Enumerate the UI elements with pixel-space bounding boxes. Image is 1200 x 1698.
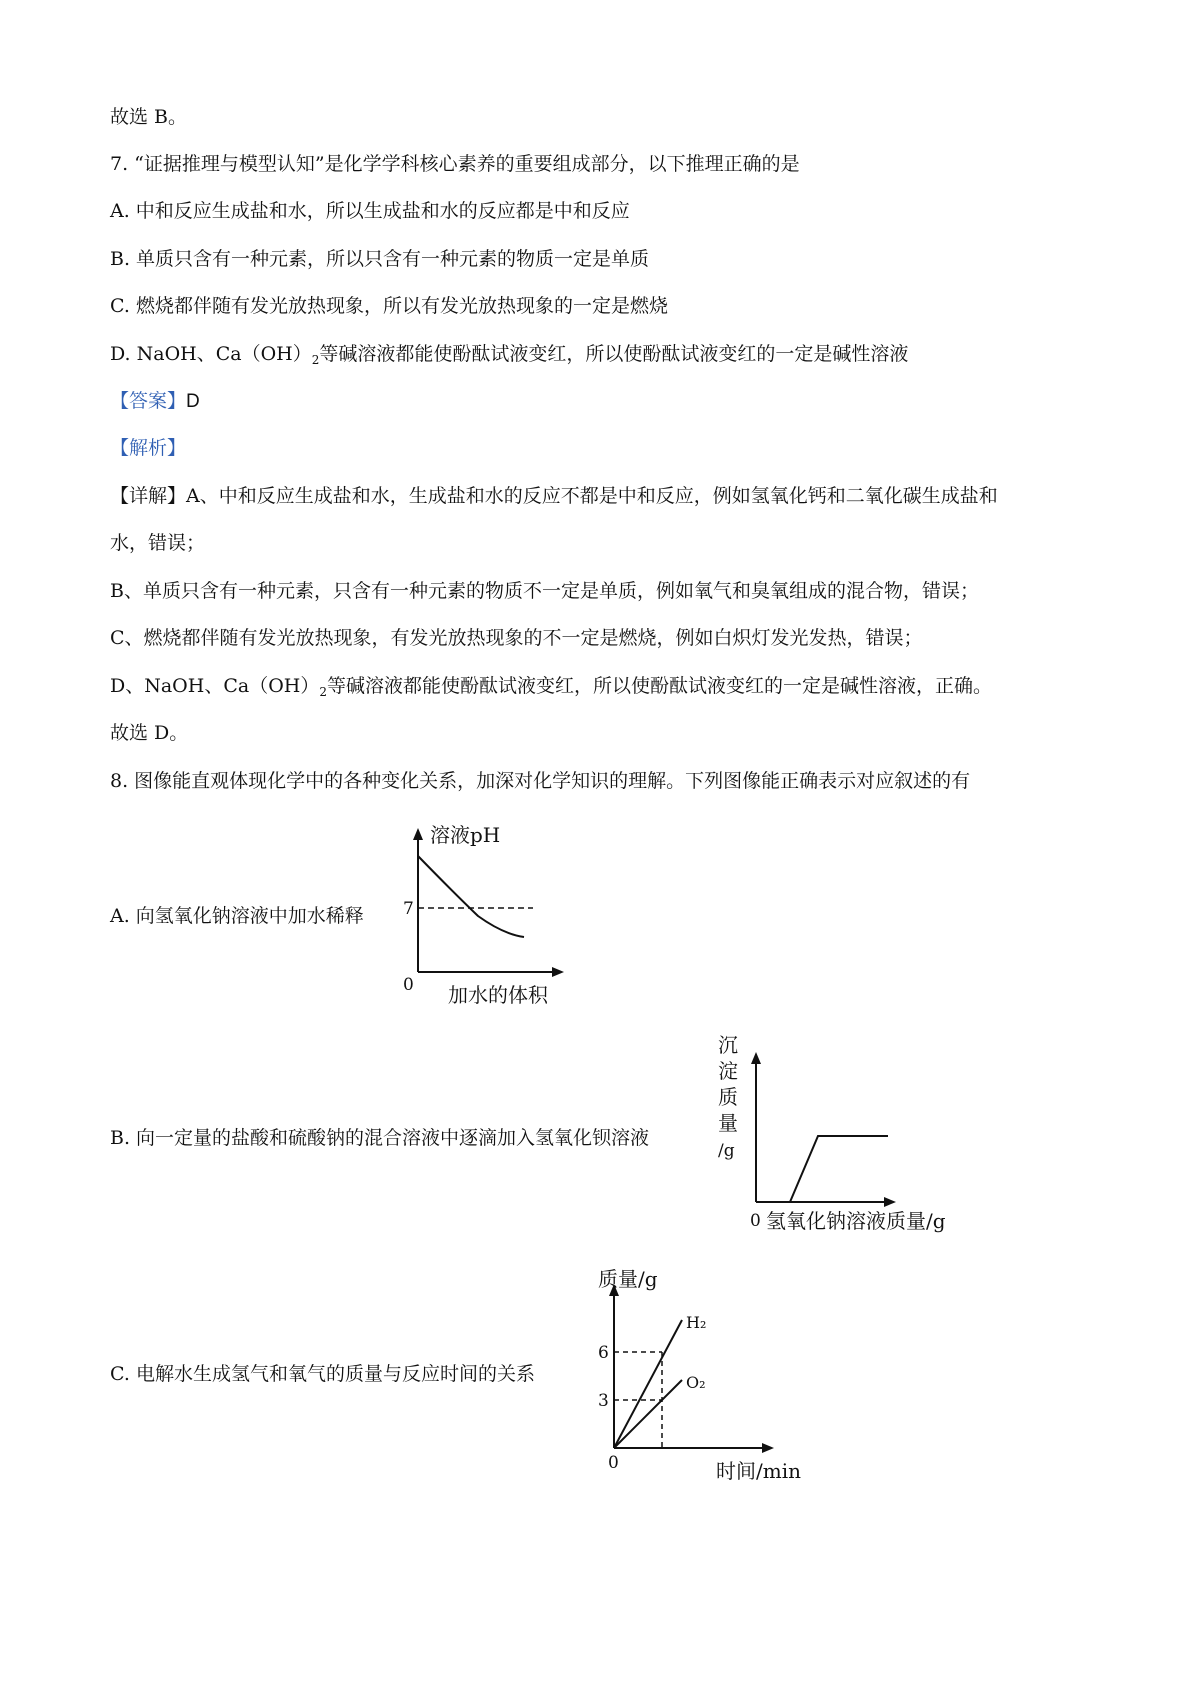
o2-line — [614, 1380, 682, 1448]
y-axis-label: 溶液pH — [430, 823, 501, 847]
y-axis-label: 质量/g — [598, 1268, 658, 1291]
question-7-option-d: D. NaOH、$Ca(OH)_2$等碱溶液都能使酚酞试液变红，所以使酚酞试液变红的一定是碱性溶液 — [110, 343, 909, 367]
question-7: 7. “证据推理与模型认知”是化学学科核心素养的重要组成部分，以下推理正确的是 — [110, 153, 800, 175]
x-axis-label: 加水的体积 — [448, 983, 548, 1007]
x-axis-arrow — [884, 1197, 896, 1207]
y-axis-label-4: 量 — [718, 1111, 738, 1135]
graph-b — [710, 1030, 980, 1240]
h2-label: H₂ — [686, 1313, 707, 1332]
tick-6: 6 — [598, 1343, 609, 1363]
question-7-option-a: A. 中和反应生成盐和水，所以生成盐和水的反应都是中和反应 — [110, 200, 630, 222]
y-axis-label-1: 沉 — [718, 1033, 738, 1057]
y-axis-arrow — [413, 828, 423, 840]
x-axis-arrow — [762, 1443, 774, 1453]
origin-label: 0 — [750, 1211, 761, 1231]
precipitate-line — [790, 1136, 888, 1202]
tick-7: 7 — [403, 899, 414, 919]
x-axis-arrow — [552, 967, 564, 977]
h2-line — [614, 1320, 682, 1448]
answer-label: 【答案】 — [110, 390, 187, 412]
tick-3: 3 — [598, 1391, 609, 1411]
x-axis-label: 氢氧化钠溶液质量/g — [766, 1209, 946, 1233]
question-8-option-a: A. 向氢氧化钠溶液中加水稀释 — [110, 905, 364, 927]
answer-value: D — [186, 391, 200, 412]
detail-a-cont: 水，错误； — [110, 532, 206, 554]
detail-b: B、单质只含有一种元素，只含有一种元素的物质不一定是单质，例如氧气和臭氧组成的混合物，错误； — [110, 580, 979, 602]
origin-label: 0 — [608, 1453, 619, 1473]
question-8: 8. 图像能直观体现化学中的各种变化关系，加深对化学知识的理解。下列图像能正确表示对应叙述的有 — [110, 770, 971, 792]
answer — [110, 388, 200, 415]
y-axis-label-2: 淀 — [718, 1059, 738, 1083]
detail-d: D、NaOH、$Ca(OH)_2$等碱溶液都能使酚酞试液变红，所以使酚酞试液变红的一定是碱性溶液，正确。 — [110, 675, 992, 699]
detail-a: 【详解】A、中和反应生成盐和水，生成盐和水的反应不都是中和反应，例如氢氧化钙和二氧化碳生成盐和 — [110, 485, 998, 507]
text-line: 故选 D。 — [110, 722, 189, 744]
o2-label: O₂ — [686, 1373, 706, 1392]
graph-a — [398, 820, 568, 1010]
analysis-label: 【解析】 — [110, 437, 187, 459]
x-axis-label: 时间/min — [716, 1459, 801, 1483]
origin-label: 0 — [403, 975, 414, 995]
y-axis-arrow — [751, 1052, 761, 1064]
question-7-option-b: B. 单质只含有一种元素，所以只含有一种元素的物质一定是单质 — [110, 248, 650, 270]
y-axis-label-5: /g — [718, 1141, 735, 1161]
question-7-option-c: C. 燃烧都伴随有发光放热现象，所以有发光放热现象的一定是燃烧 — [110, 295, 668, 317]
graph-c — [590, 1268, 830, 1483]
text-line: 故选 B。 — [110, 106, 188, 128]
ph-curve — [418, 856, 524, 937]
detail-label: 【详解】 — [110, 485, 187, 507]
question-8-option-c: C. 电解水生成氢气和氧气的质量与反应时间的关系 — [110, 1363, 535, 1385]
detail-c: C、燃烧都伴随有发光放热现象，有发光放热现象的不一定是燃烧，例如白炽灯发光发热，错误； — [110, 627, 923, 649]
question-8-option-b: B. 向一定量的盐酸和硫酸钠的混合溶液中逐滴加入氢氧化钡溶液 — [110, 1127, 650, 1149]
y-axis-label-3: 质 — [718, 1085, 738, 1109]
